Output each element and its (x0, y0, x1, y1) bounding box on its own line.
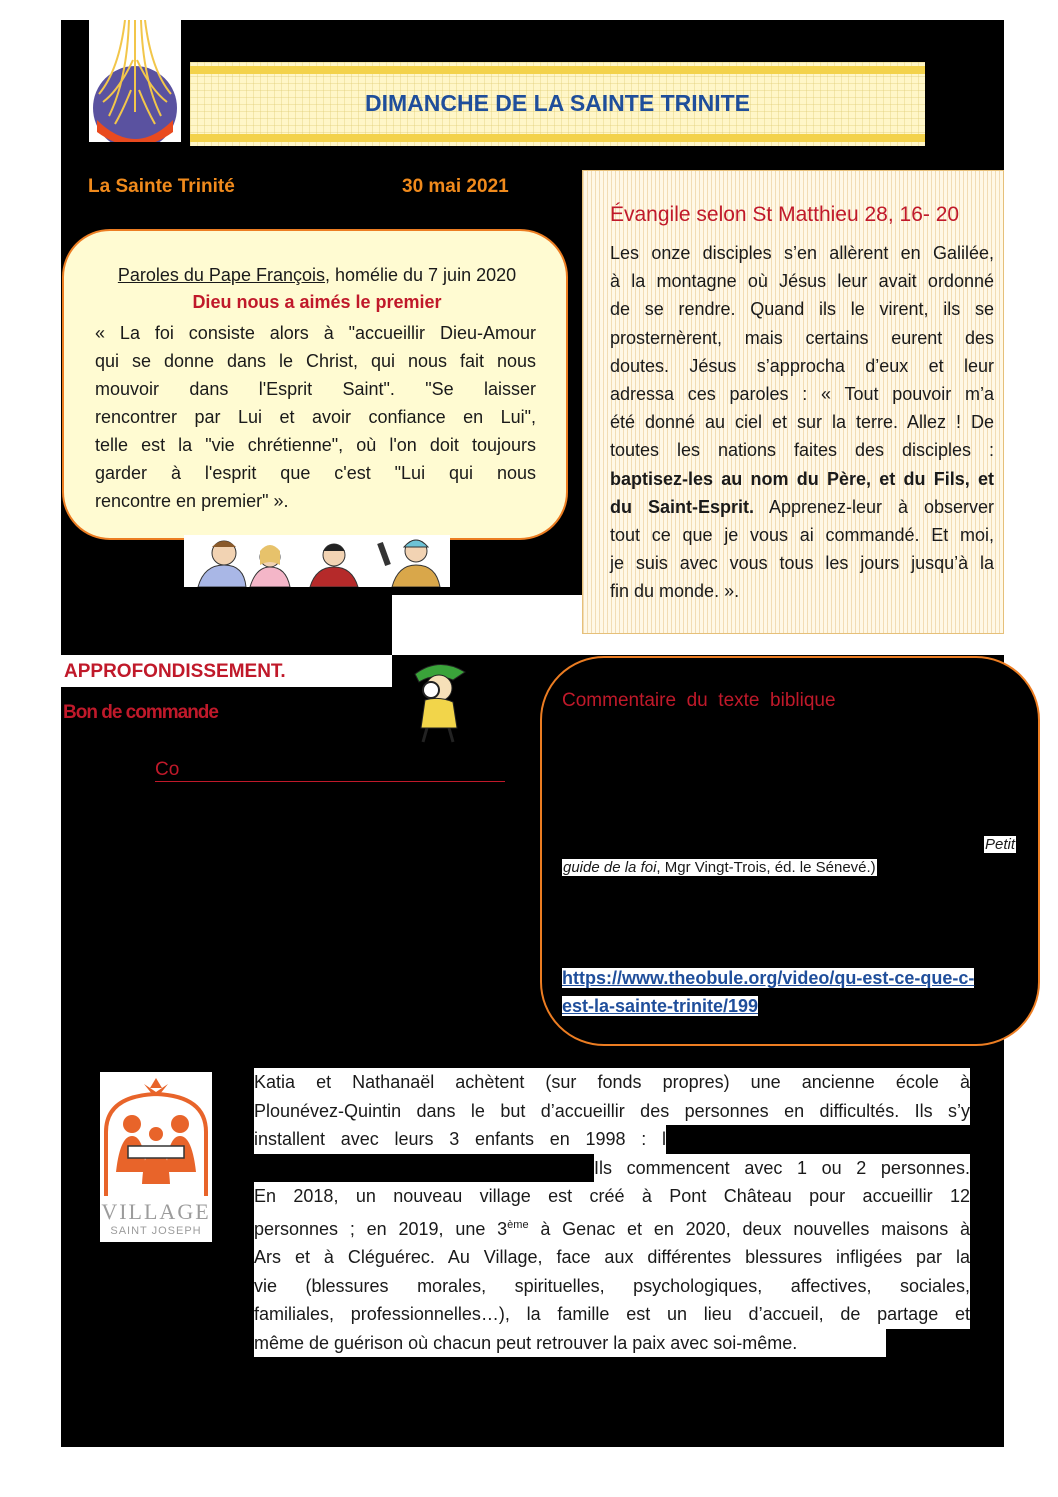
order-form-label[interactable]: Bon de commande (63, 702, 218, 723)
commentary-guide (562, 859, 877, 876)
quote-line: rencontrer par Lui et avoir confiance en Lui", (95, 407, 536, 427)
gospel-line: doutes. Jésus s’approcha d’eux et leur (610, 355, 994, 376)
village-line: Katia et Nathanaël achètent (sur fonds propres) une ancienne école à (254, 1068, 970, 1097)
village-line: Ars et à Cléguérec. Au Village, face aux différentes blessures infligées par la (254, 1243, 970, 1272)
gospel-after-bold: Apprenez-leur à observer (753, 496, 994, 517)
commentary-box (540, 656, 1040, 1046)
commentary-title: Commentaire du texte biblique (562, 690, 836, 711)
village-line: familiales, professionnelles…), la famille est un lieu d’accueil, de partage et (254, 1300, 970, 1329)
gospel-mixed-line (610, 493, 994, 521)
village-paragraph (254, 1068, 970, 1357)
gospel-bold-fragment: du Saint-Esprit. (610, 496, 754, 517)
title-banner (190, 62, 925, 146)
gospel-line: prosternèrent, mais certains eurent des (610, 327, 994, 348)
village-line-3-text: installent avec leurs 3 enfants en 1998 : l (254, 1125, 666, 1154)
black-background-left-strip (61, 595, 392, 655)
gospel-bold-line: baptisez-les au nom du Père, et du Fils, et (610, 468, 994, 489)
co-line (155, 759, 505, 782)
people-illustration (184, 535, 450, 587)
village-line (254, 1154, 970, 1183)
gospel-title: Évangile selon St Matthieu 28, 16- 20 (610, 203, 960, 226)
village-line: vie (blessures morales, spirituelles, psychologiques, affectives, sociales, (254, 1272, 970, 1301)
parish-logo (89, 20, 181, 142)
village-line (254, 1329, 970, 1358)
gospel-line: adressa ces paroles : « Tout pouvoir m’a (610, 384, 994, 405)
village-line (254, 1211, 970, 1244)
gospel-text (610, 239, 994, 606)
approfondissement-heading: APPROFONDISSEMENT. (64, 661, 286, 682)
quote-line: « La foi consiste alors à "accueillir Dieu-Amour (95, 323, 536, 343)
co-text: Co (155, 759, 180, 780)
gospel-line: fin du monde. ». (610, 581, 740, 602)
village-line: En 2018, un nouveau village est créé à Pont Château pour accueillir 12 (254, 1182, 970, 1211)
quote-line: qui se donne dans le Christ, qui nous fait nous (95, 351, 536, 371)
village-line-10-text: même de guérison où chacun peut retrouver la paix avec soi-même. (254, 1329, 886, 1358)
quote-line: garder à l'esprit que c'est "Lui qui nous (95, 463, 536, 483)
feast-name: La Sainte Trinité (88, 176, 235, 197)
quote-line: mouvoir dans l'Esprit Saint". "Se laisser (95, 379, 536, 399)
feast-date: 30 mai 2021 (402, 176, 509, 197)
commentary-petit: Petit (984, 836, 1015, 853)
video-link-line-2[interactable]: est-la-sainte-trinite/199 (562, 996, 759, 1016)
gospel-line: à la montagne où Jésus leur avait ordonné (610, 271, 994, 292)
pope-source-rest: , homélie du 7 juin 2020 (324, 265, 517, 285)
village-line-6b: à Genac et en 2020, deux nouvelles maisons à (528, 1218, 970, 1239)
gospel-line: été donné au ciel et sur la terre. Allez ! De (610, 412, 994, 433)
pope-quote-box (62, 229, 568, 540)
village-line: Plounévez-Quintin dans le but d’accueillir des personnes en difficultés. Ils s’y (254, 1097, 970, 1126)
quote-line: rencontre en premier" ». (95, 491, 289, 511)
gospel-line: tout ce que je vous ai commandé. Et moi, (610, 525, 994, 546)
pope-subtitle: Dieu nous a aimés le premier (192, 292, 442, 312)
pope-source-link[interactable]: Paroles du Pape François (117, 265, 325, 285)
video-link[interactable] (562, 964, 1002, 1020)
village-logo-subtitle: SAINT JOSEPH (110, 1225, 202, 1237)
gospel-line: toutes les nations faites des disciples : (610, 440, 994, 461)
gospel-line: de se rendre. Quand ils le virent, ils se (610, 299, 994, 320)
village-line-6-sup: ème (507, 1218, 529, 1231)
gospel-panel (582, 170, 1004, 634)
village-logo-title: VILLAGE (101, 1199, 211, 1224)
village-logo (100, 1072, 212, 1242)
video-link-line-1[interactable]: https://www.theobule.org/video/qu-est-ce-que-c- (562, 968, 975, 988)
village-line (254, 1125, 970, 1154)
guide-title: guide de la foi (563, 859, 657, 876)
detective-illustration (405, 660, 473, 744)
village-line-6a: personnes ; en 2019, une 3 (254, 1218, 508, 1239)
pope-quote (95, 319, 536, 515)
quote-line: telle est la "vie chrétienne", où l'on doit toujours (95, 435, 536, 455)
guide-rest: , Mgr Vingt-Trois, éd. le Sénevé.) (656, 859, 876, 876)
gospel-line: je suis avec vous tous les jours jusqu’à la (610, 553, 994, 574)
gospel-line: Les onze disciples s’en allèrent en Galilée, (610, 243, 994, 263)
page-title: DIMANCHE DE LA SAINTE TRINITE (364, 90, 751, 116)
pope-source (82, 265, 552, 286)
village-line-4-text: Ils commencent avec 1 ou 2 personnes. (594, 1154, 970, 1183)
